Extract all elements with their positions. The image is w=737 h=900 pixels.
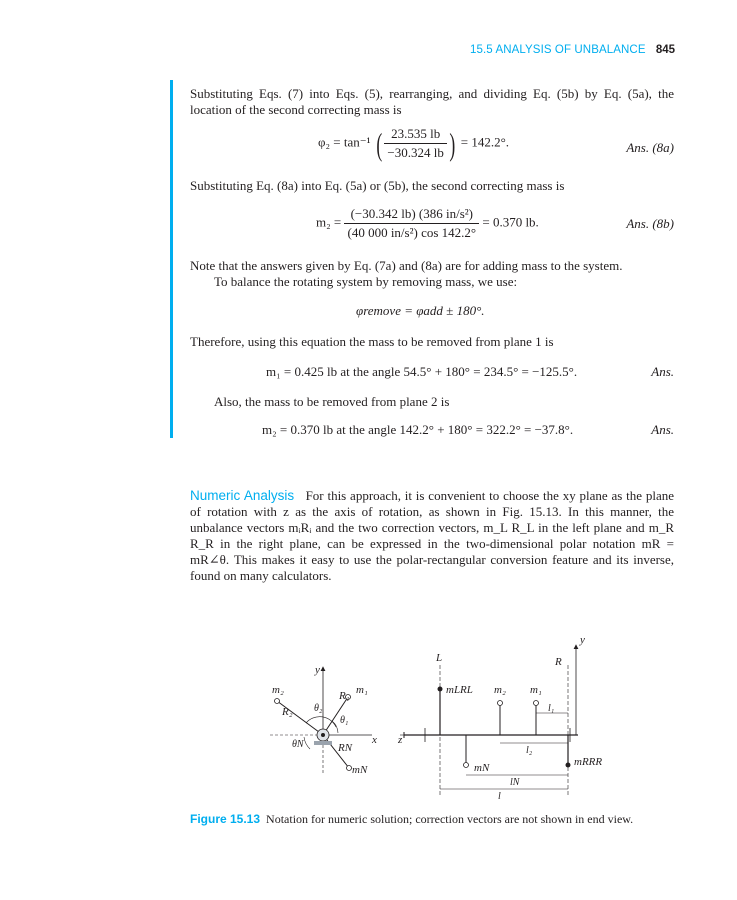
end-R1-label: R₁ <box>339 690 350 702</box>
side-y-label: y <box>580 634 585 646</box>
side-view <box>397 634 602 802</box>
side-mRRR-label: mRRR <box>574 756 603 768</box>
equation-m1-remove: m₁ = 0.425 lb at the angle 54.5° + 180° = 234.5° = −125.5°. <box>266 364 578 379</box>
m1-ans-tag: Ans. <box>651 364 674 379</box>
m2-ans-tag: Ans. <box>651 422 674 437</box>
equation-8b <box>316 206 539 241</box>
paragraph-note: Note that the answers given by Eq. (7a) and (8a) are for adding mass to the system. <box>190 258 623 273</box>
end-view <box>270 664 377 776</box>
figure-caption-text: Notation for numeric solution; correction vectors are not shown in end view. <box>266 812 634 826</box>
side-l-label: l <box>498 791 501 802</box>
side-m1-label: m₁ <box>530 684 542 696</box>
eq8a-rhs: = 142.2°. <box>460 134 510 150</box>
end-theta1-label: θ₁ <box>340 715 349 726</box>
numeric-analysis-body: For this approach, it is convenient to choose the xy plane as the plane of rotation with z as the axis of rotation, as shown in Fig. 15.13. In this manner, the unbalance vectors mᵢRᵢ and the two correction vectors, m_L R_L in the left plane and m_R R_R in the right plane, can be expressed in the two-dimensional polar notation mR = mR∠θ. This makes it easy to use the polar-rectangular conversion feature and its inverse, found on many calculators. <box>190 488 675 583</box>
section-title: 15.5 ANALYSIS OF UNBALANCE <box>470 44 646 56</box>
side-l1-label: l₁ <box>548 703 555 714</box>
paragraph-location: Substituting Eqs. (7) into Eqs. (5), rearranging, and dividing Eq. (5b) by Eq. (5a), the location of the second correcting mass is <box>190 86 674 117</box>
eq8a-denominator: −30.324 lb <box>387 145 444 160</box>
equation-8a: φ₂ = tan⁻¹ ( $\frac{23.535 lb}{-30.324 lb}$ ) = 142.2°. <box>318 125 510 162</box>
eq8b-lhs: m₂ = <box>316 214 342 230</box>
paragraph-plane1: Therefore, using this equation the mass to be removed from plane 1 is <box>190 334 554 349</box>
eq8b-numerator: (−30.342 lb) (386 in/s²) <box>344 206 479 224</box>
eq8b-rhs: = 0.370 lb. <box>482 214 539 230</box>
end-m1-label: m₁ <box>356 684 368 696</box>
side-m2-label: m₂ <box>494 684 506 696</box>
side-L-label: L <box>436 652 443 664</box>
margin-bar <box>170 80 173 438</box>
end-RN-label: RN <box>338 742 353 754</box>
side-l2-label: l₂ <box>526 745 533 756</box>
running-header <box>470 44 675 60</box>
eq8b-denominator: (40 000 in/s²) cos 142.2° <box>347 225 477 240</box>
paragraph-plane2: Also, the mass to be removed from plane 2 is <box>214 394 450 409</box>
end-theta2-label: θ₂ <box>314 703 323 714</box>
equation-m2-remove: m₂ = 0.370 lb at the angle 142.2° + 180° = 322.2° = −37.8°. <box>262 422 574 437</box>
figure-label: Figure 15.13 <box>190 812 261 826</box>
end-thetaN-label: θN <box>292 739 304 750</box>
eq8b-tag: Ans. (8b) <box>626 216 674 231</box>
eq8a-numerator: 23.535 lb <box>384 126 446 144</box>
side-R-label: R <box>555 656 562 668</box>
end-y-label: y <box>315 664 320 676</box>
end-m2-label: m₂ <box>272 684 284 696</box>
end-x-label: x <box>372 734 377 746</box>
paragraph-remove: To balance the rotating system by removing mass, we use: <box>214 274 518 289</box>
equation-phi-remove: φremove = φadd ± 180°. <box>356 303 485 318</box>
figure-caption <box>190 812 633 827</box>
end-mN-label: mN <box>352 764 368 776</box>
numeric-analysis-section <box>190 488 674 584</box>
side-mLRL-label: mLRL <box>446 684 473 696</box>
paragraph-second-mass: Substituting Eq. (8a) into Eq. (5a) or (5b), the second correcting mass is <box>190 178 565 193</box>
eq8a-lhs: φ₂ = tan⁻¹ <box>318 134 371 150</box>
side-z-label: z <box>398 734 403 746</box>
end-R2-label: R₂ <box>282 706 293 718</box>
page-number: 845 <box>655 44 675 56</box>
numeric-analysis-heading: Numeric Analysis <box>190 488 295 503</box>
eq8a-tag: Ans. (8a) <box>626 140 674 155</box>
side-mN-label: mN <box>474 762 490 774</box>
figure-15-13 <box>0 625 737 825</box>
side-lN-label: lN <box>510 777 520 788</box>
